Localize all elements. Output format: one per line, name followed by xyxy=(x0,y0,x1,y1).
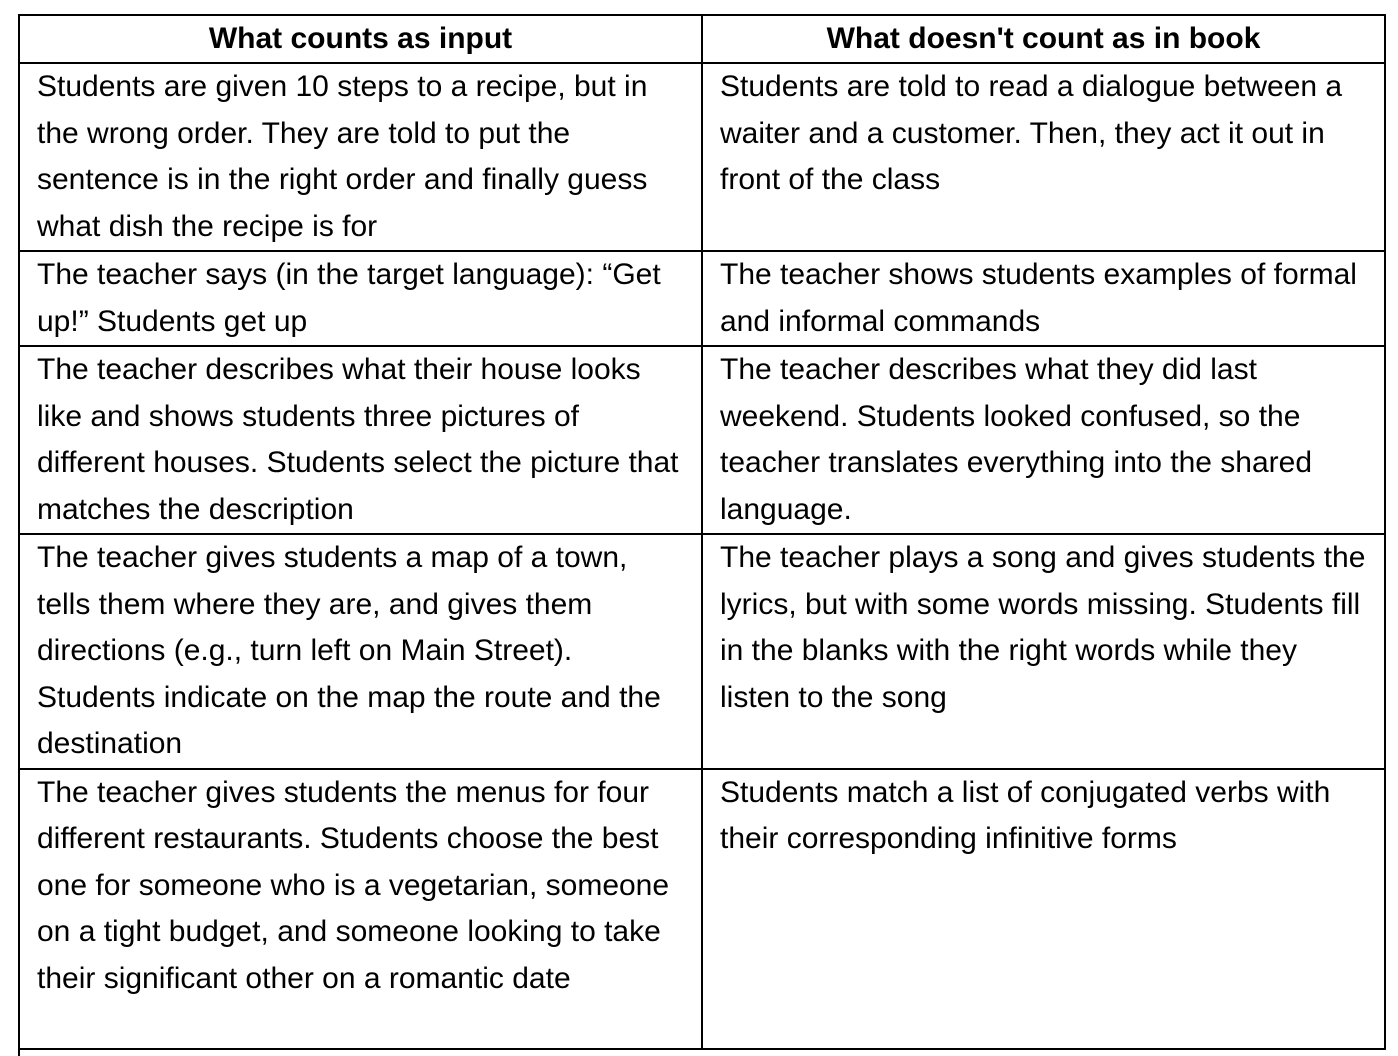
cell-non-input-example xyxy=(702,346,1385,534)
cell-text: The teacher describes what their house looks like and shows students three pictures of different houses. Students select the picture that matches the description xyxy=(37,353,679,526)
table-edge-line xyxy=(18,1042,20,1056)
table-row xyxy=(19,769,1385,1049)
table-row xyxy=(19,63,1385,251)
cell-text: The teacher plays a song and gives students the lyrics, but with some words missing. Students fill in the blanks with the right words while they listen to the song xyxy=(720,541,1366,714)
cell-text: The teacher gives students a map of a town, tells them where they are, and gives them directions (e.g., turn left on Main Street). Students indicate on the map the route and the destination xyxy=(37,541,661,760)
table-row xyxy=(19,251,1385,346)
header-row xyxy=(19,15,1385,63)
cell-text: Students are given 10 steps to a recipe, but in the wrong order. They are told to put the sentence is in the right order and finally guess what dish the recipe is for xyxy=(37,70,648,243)
cell-input-example xyxy=(19,251,702,346)
cell-text: The teacher says (in the target language): “Get up!” Students get up xyxy=(37,258,661,338)
cell-input-example xyxy=(19,346,702,534)
cell-text: Students match a list of conjugated verbs with their corresponding infinitive forms xyxy=(720,775,1331,855)
cell-input-example xyxy=(19,769,702,1049)
cell-non-input-example xyxy=(702,251,1385,346)
cell-text: The teacher describes what they did last weekend. Students looked confused, so the teacher translates everything into the shared language. xyxy=(720,353,1313,526)
cell-input-example xyxy=(19,63,702,251)
header-doesnt-count: What doesn't count as in book xyxy=(702,15,1385,63)
table-row xyxy=(19,346,1385,534)
header-counts-as-input: What counts as input xyxy=(19,15,702,63)
table-row xyxy=(19,534,1385,769)
cell-input-example xyxy=(19,534,702,769)
cell-text: The teacher gives students the menus for four different restaurants. Students choose the best one for someone who is a vegetarian, someone on a tight budget, and someone looking to take their significant other on a romantic date xyxy=(37,775,670,995)
cell-text: Students are told to read a dialogue between a waiter and a customer. Then, they act it out in front of the class xyxy=(720,70,1343,196)
cell-non-input-example xyxy=(702,63,1385,251)
comparison-table-container xyxy=(18,14,1384,1050)
cell-non-input-example xyxy=(702,534,1385,769)
input-comparison-table xyxy=(18,14,1386,1050)
cell-non-input-example xyxy=(702,769,1385,1049)
cell-text: The teacher shows students examples of formal and informal commands xyxy=(720,258,1357,338)
